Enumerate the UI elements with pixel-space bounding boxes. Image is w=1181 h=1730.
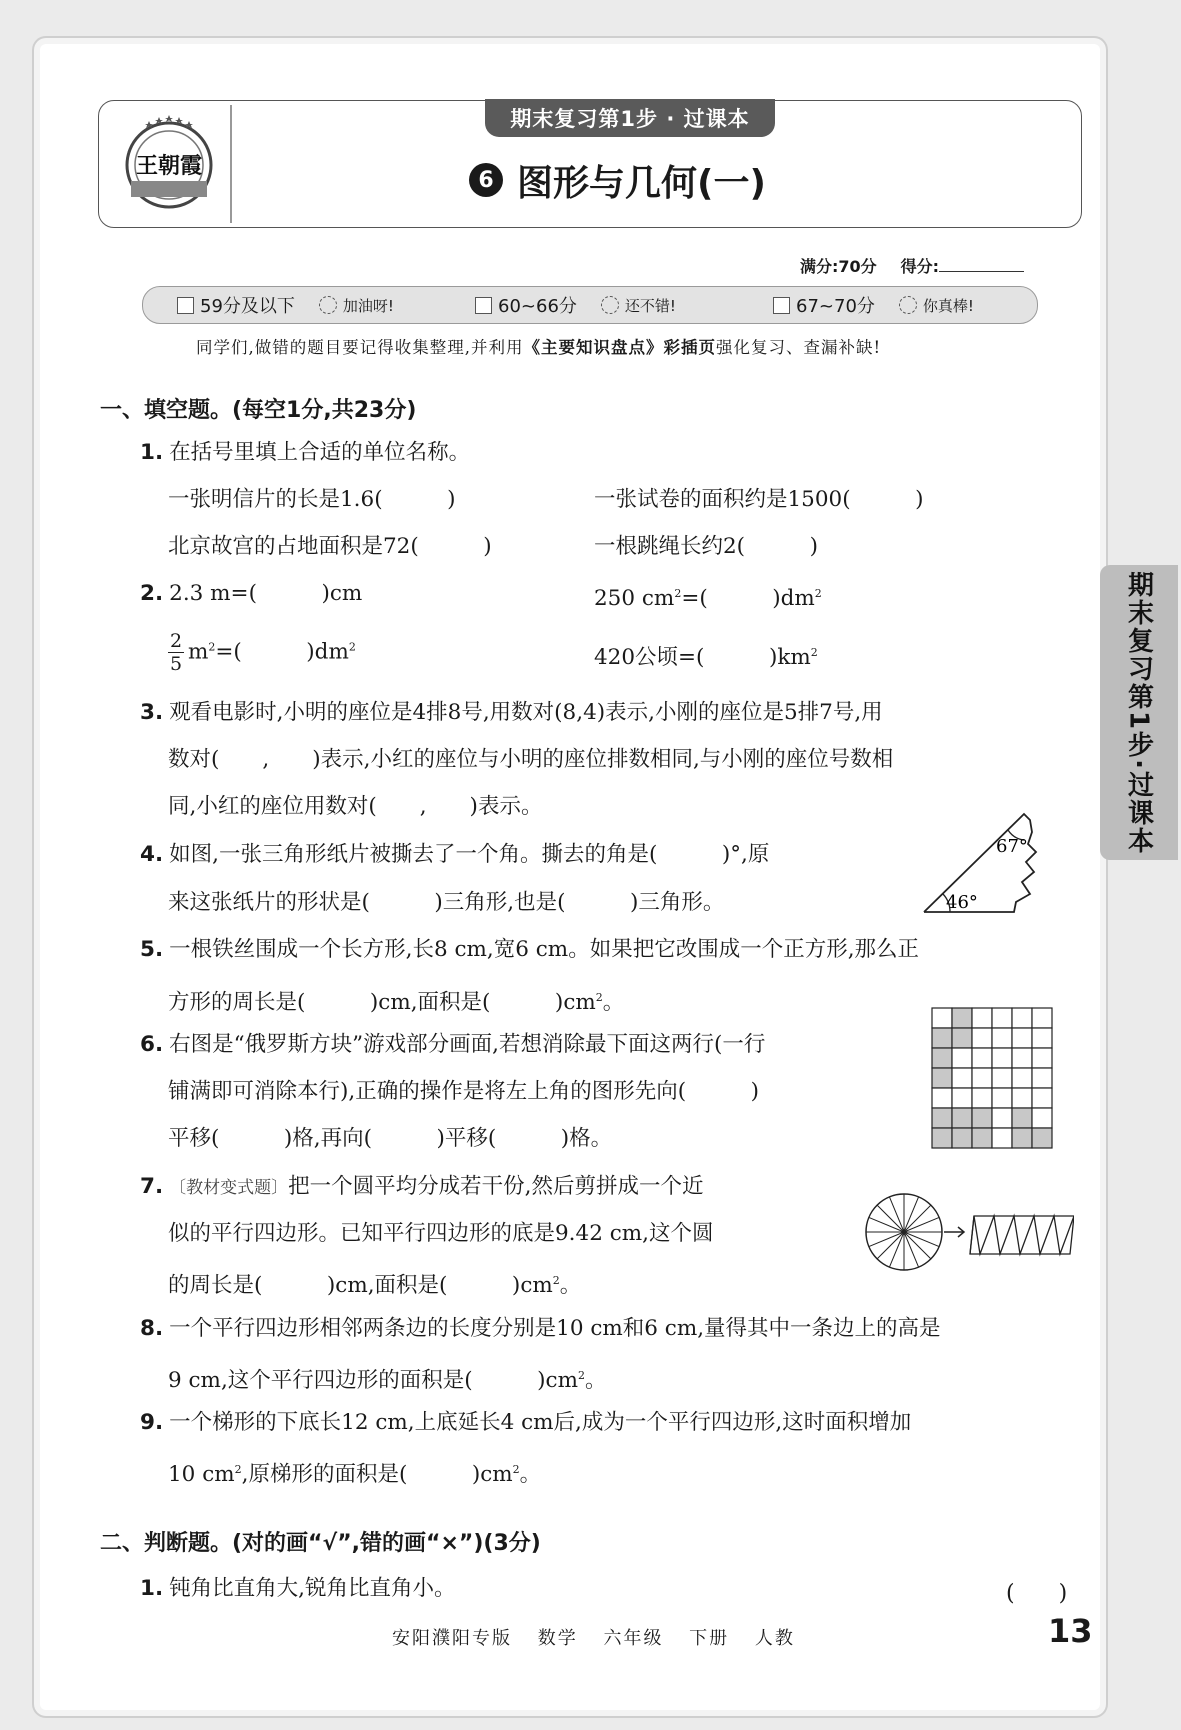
section-2-title: 二、判断题。(对的画“√”,错的画“×”)(3分) — [100, 1531, 541, 1556]
grid-cell — [1032, 1068, 1052, 1088]
grid-cell — [992, 1048, 1012, 1068]
tetris-grid-figure — [930, 1006, 1056, 1152]
q1-b: 一张试卷的面积约是1500( ) — [594, 487, 924, 512]
arrow-icon — [944, 1227, 964, 1237]
score-line — [800, 254, 1024, 277]
grid-cell — [1032, 1028, 1052, 1048]
logo — [119, 107, 219, 217]
judge-q1: 1. 钝角比直角大,锐角比直角小。 — [140, 1576, 456, 1601]
q5-l2: 方形的周长是( )cm,面积是( )$cm^2$。 — [168, 990, 625, 1016]
got-score: 得分: — [901, 254, 1024, 277]
grid-cell — [972, 1128, 992, 1148]
grid-cell — [932, 1088, 952, 1108]
grid-cell — [972, 1108, 992, 1128]
grid-cell — [972, 1008, 992, 1028]
step-tab: 期末复习第1步 · 过课本 — [485, 99, 775, 137]
q2-b: 250 $cm^2=$( )$dm^2$ — [594, 586, 822, 612]
grid-cell — [1032, 1048, 1052, 1068]
q4-l1: 4. 如图,一张三角形纸片被撕去了一个角。撕去的角是( )°,原 — [140, 842, 770, 867]
level-high: 67~70分 你真棒! — [739, 292, 1037, 318]
smiley-icon — [601, 296, 619, 314]
circle-to-parallelogram-figure — [864, 1190, 1074, 1274]
grid-cell — [1032, 1128, 1052, 1148]
grid-cell — [1012, 1108, 1032, 1128]
seal-logo-icon — [119, 107, 219, 217]
grid-cell — [952, 1068, 972, 1088]
q6-l1: 6. 右图是“俄罗斯方块”游戏部分画面,若想消除最下面这两行(一行 — [140, 1032, 766, 1057]
textbook-variant-tag: 〔教材变式题〕 — [169, 1178, 289, 1198]
parallelogram-zigzag — [970, 1216, 1074, 1254]
smiley-icon — [899, 296, 917, 314]
grid-cell — [952, 1008, 972, 1028]
q7-l1: 7. 〔教材变式题〕把一个圆平均分成若干份,然后剪拼成一个近 — [140, 1174, 704, 1199]
q7-l3: 的周长是( )cm,面积是( )$cm^2$。 — [168, 1273, 582, 1299]
q3-l2: 数对( , )表示,小红的座位与小明的座位排数相同,与小刚的座位号数相 — [168, 747, 894, 772]
grid-cell — [1012, 1068, 1032, 1088]
q1-d: 一根跳绳长约2( ) — [594, 534, 818, 559]
grid-cell — [932, 1108, 952, 1128]
q8-l1: 8. 一个平行四边形相邻两条边的长度分别是10 cm和6 cm,量得其中一条边上的高是 — [140, 1316, 941, 1341]
checkbox[interactable] — [773, 297, 790, 314]
grid-cell — [952, 1048, 972, 1068]
q7-l2: 似的平行四边形。已知平行四边形的底是9.42 cm,这个圆 — [168, 1221, 714, 1246]
q6-l3: 平移( )格,再向( )平移( )格。 — [168, 1126, 613, 1151]
grid-cell — [932, 1048, 952, 1068]
grid-cell — [932, 1008, 952, 1028]
score-blank[interactable] — [939, 255, 1024, 272]
grid-cell — [952, 1128, 972, 1148]
angle-67-label: 67° — [996, 836, 1028, 857]
section-1-title: 一、填空题。(每空1分,共23分) — [100, 398, 417, 423]
grid-cell — [992, 1028, 1012, 1048]
smiley-icon — [319, 296, 337, 314]
header-box — [98, 100, 1082, 228]
grid-cell — [972, 1088, 992, 1108]
fraction: $\frac{2}{5}$ — [169, 630, 183, 675]
page-number: 13 — [1048, 1612, 1093, 1650]
q2-a: 2. 2.3 m=( )cm — [140, 581, 363, 606]
grid-cell — [1012, 1128, 1032, 1148]
grid-cell — [932, 1068, 952, 1088]
checkbox[interactable] — [177, 297, 194, 314]
footer-text: 安阳濮阳专版 数学 六年级 下册 人教 — [392, 1628, 795, 1649]
torn-triangle-figure — [920, 810, 1050, 920]
q1-a: 一张明信片的长是1.6( ) — [168, 487, 456, 512]
sector-line — [904, 1232, 931, 1259]
grid-cell — [1012, 1048, 1032, 1068]
angle-46-label: 46° — [946, 892, 978, 913]
grid-cell — [952, 1028, 972, 1048]
q1-c: 北京故宫的占地面积是72( ) — [168, 534, 492, 559]
grid-cell — [1032, 1108, 1052, 1128]
sector-line — [877, 1232, 904, 1259]
q3-l3: 同,小红的座位用数对( , )表示。 — [168, 794, 543, 819]
grid-cell — [992, 1108, 1012, 1128]
q2-c: $\frac{2}{5}$ $m^2=$( )$dm^2$ — [169, 630, 356, 675]
q1-stem: 1. 在括号里填上合适的单位名称。 — [140, 440, 471, 465]
grid-cell — [972, 1048, 992, 1068]
sector-line — [877, 1205, 904, 1232]
grid-cell — [992, 1008, 1012, 1028]
grid-cell — [952, 1088, 972, 1108]
side-tab: 期末复习第1步·过课本 — [1100, 565, 1178, 860]
grid-cell — [1032, 1088, 1052, 1108]
grid-cell — [992, 1088, 1012, 1108]
unit-number-badge: 6 — [469, 163, 503, 197]
full-score: 满分:70分 — [800, 257, 877, 276]
q9-l1: 9. 一个梯形的下底长12 cm,上底延长4 cm后,成为一个平行四边形,这时面积增加 — [140, 1410, 912, 1435]
q9-l2: 10 $cm^2$,原梯形的面积是( )$cm^2$。 — [168, 1462, 542, 1488]
grid-cell — [1012, 1088, 1032, 1108]
grid-cell — [1032, 1008, 1052, 1028]
q6-l2: 铺满即可消除本行),正确的操作是将左上角的图形先向( ) — [168, 1079, 760, 1104]
logo-text: 王朝霞 — [135, 153, 203, 179]
q2-d: 420公顷=( )$km^2$ — [594, 645, 818, 671]
q3-l1: 3. 观看电影时,小明的座位是4排8号,用数对(8,4)表示,小刚的座位是5排7号,用 — [140, 700, 883, 725]
sector-line — [904, 1205, 931, 1232]
q4-l2: 来这张纸片的形状是( )三角形,也是( )三角形。 — [168, 890, 725, 915]
grid-cell — [972, 1068, 992, 1088]
checkbox[interactable] — [475, 297, 492, 314]
notice: 同学们,做错的题目要记得收集整理,并利用《主要知识盘点》彩插页强化复习、查漏补缺! — [196, 338, 882, 357]
grid-cell — [972, 1028, 992, 1048]
unit-title — [469, 155, 766, 205]
level-mid: 60~66分 还不错! — [441, 292, 739, 318]
level-low: 59分及以下 加油呀! — [143, 292, 441, 318]
grid-cell — [1012, 1008, 1032, 1028]
grid-cell — [932, 1128, 952, 1148]
grid-cell — [1012, 1028, 1032, 1048]
logo-divider — [230, 105, 232, 223]
grid-cell — [932, 1028, 952, 1048]
grid-cell — [992, 1128, 1012, 1148]
grid-cell — [992, 1068, 1012, 1088]
unit-title-text: 图形与几何(一) — [517, 162, 766, 204]
score-levels-bar — [142, 286, 1038, 324]
judge-q1-answer-paren[interactable]: ( ) — [1006, 1581, 1068, 1606]
q5-l1: 5. 一根铁丝围成一个长方形,长8 cm,宽6 cm。如果把它改围成一个正方形,那么正 — [140, 937, 920, 962]
grid-cell — [952, 1108, 972, 1128]
q8-l2: 9 cm,这个平行四边形的面积是( )$cm^2$。 — [168, 1368, 607, 1394]
